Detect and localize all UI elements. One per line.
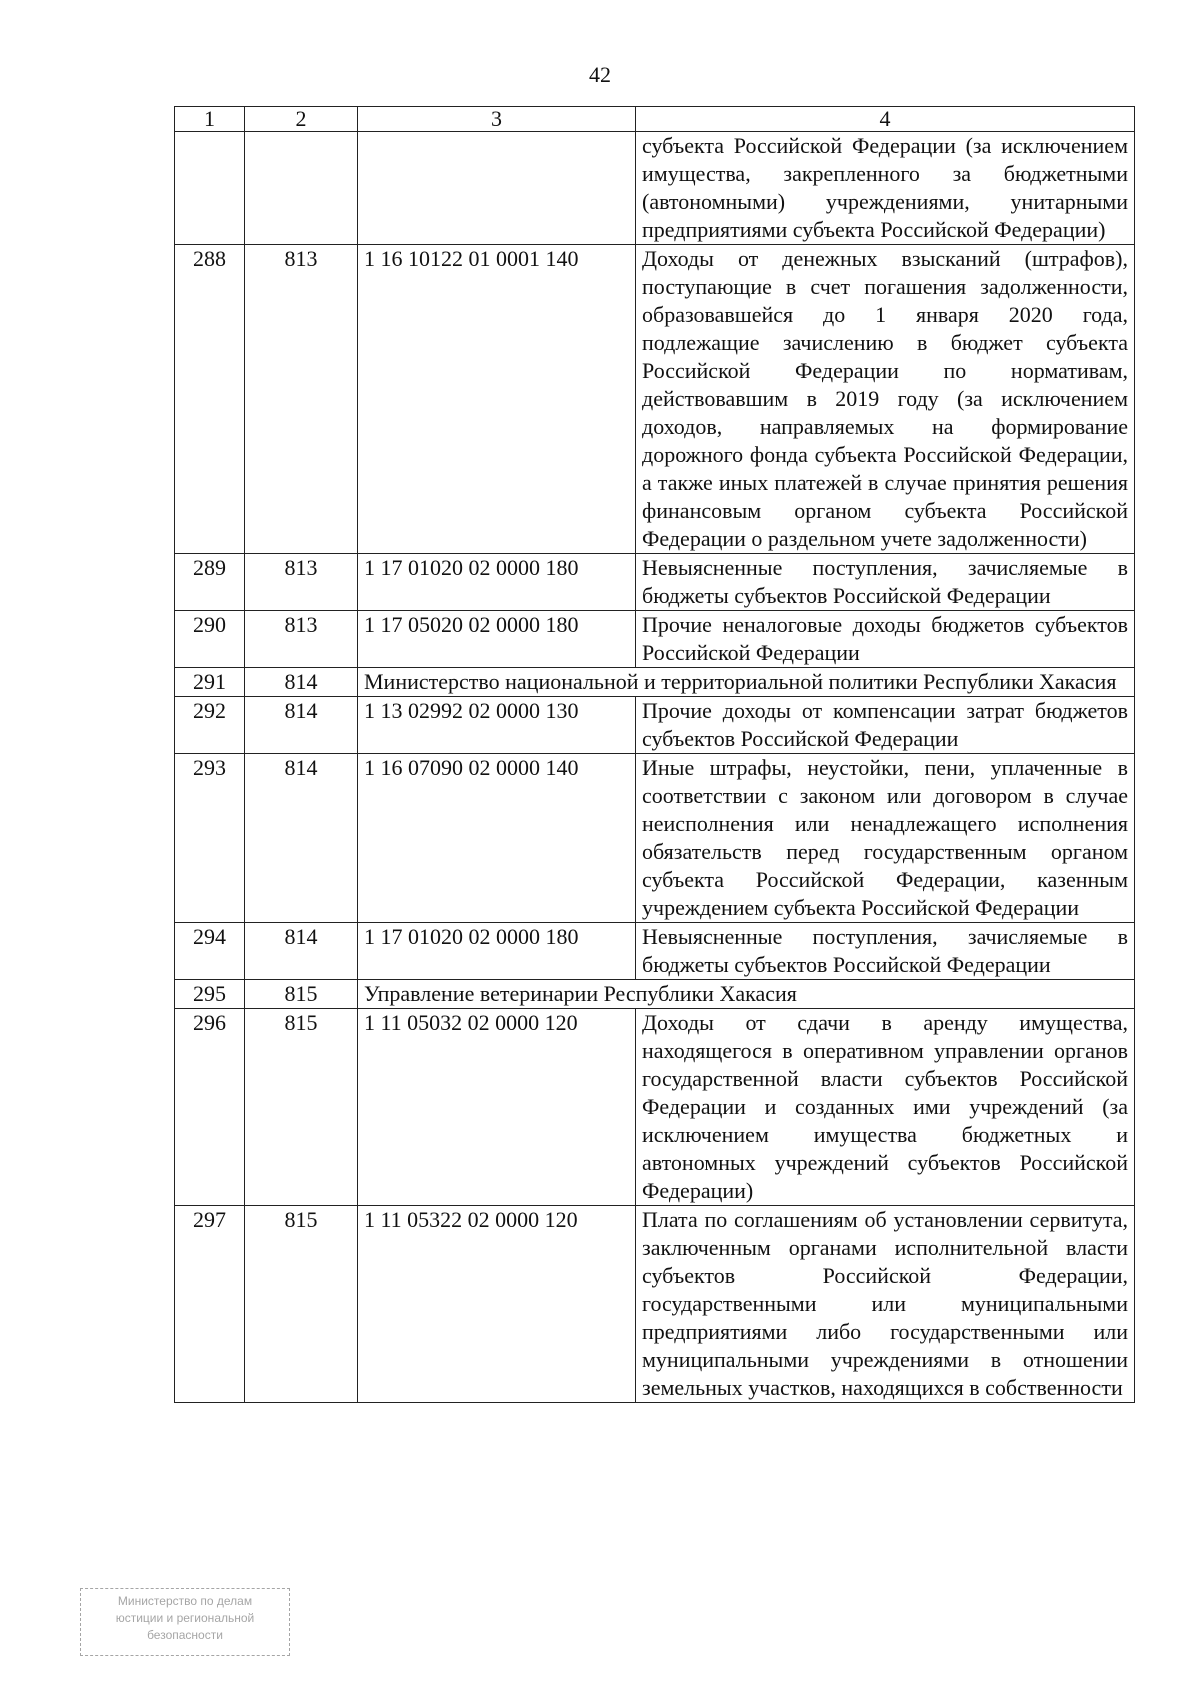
row-number-cell: 293 <box>175 754 245 923</box>
row-number-cell: 297 <box>175 1206 245 1403</box>
table-row <box>175 923 1135 980</box>
admin-code-cell: 814 <box>245 754 358 923</box>
budget-code-cell <box>358 132 636 245</box>
admin-code-cell: 815 <box>245 1009 358 1206</box>
stamp-line: юстиции и региональной <box>115 1611 255 1625</box>
description-cell: Доходы от денежных взысканий (штрафов), поступающие в счет погашения задолженности, образовавшейся до 1 января 2020 года, подлежащие зачислению в бюджет субъекта Российской Федерации по нормативам, действовавшим в 2019 году (за исключением доходов, направляемых на формирование дорожного фонда субъекта Российской Федерации, а также иных платежей в случае принятия решения финансовым органом субъекта Российской Федерации о раздельном учете задолженности) <box>636 245 1135 554</box>
budget-code-cell: 1 11 05032 02 0000 120 <box>358 1009 636 1206</box>
header-col-3: 3 <box>358 107 636 132</box>
table-row <box>175 697 1135 754</box>
registration-stamp <box>80 1588 290 1656</box>
revenue-codes-table <box>174 106 1135 1403</box>
header-col-1: 1 <box>175 107 245 132</box>
stamp-line: Министерство по делам <box>117 1594 253 1608</box>
row-number-cell: 295 <box>175 980 245 1009</box>
description-cell: Прочие доходы от компенсации затрат бюджетов субъектов Российской Федерации <box>636 697 1135 754</box>
header-row <box>175 107 1135 132</box>
table-row <box>175 554 1135 611</box>
table-row <box>175 611 1135 668</box>
table-row <box>175 1009 1135 1206</box>
admin-code-cell: 815 <box>245 980 358 1009</box>
table-row <box>175 1206 1135 1403</box>
table-row <box>175 245 1135 554</box>
budget-code-cell: 1 16 10122 01 0001 140 <box>358 245 636 554</box>
budget-code-cell: 1 11 05322 02 0000 120 <box>358 1206 636 1403</box>
admin-code-cell: 814 <box>245 668 358 697</box>
row-number-cell: 296 <box>175 1009 245 1206</box>
description-cell: Прочие неналоговые доходы бюджетов субъектов Российской Федерации <box>636 611 1135 668</box>
table-header <box>175 107 1135 132</box>
table-body <box>175 132 1135 1403</box>
header-col-2: 2 <box>245 107 358 132</box>
description-cell: субъекта Российской Федерации (за исключением имущества, закрепленного за бюджетными (автономными) учреждениями, унитарными предприятиями субъекта Российской Федерации) <box>636 132 1135 245</box>
page-number: 42 <box>589 62 611 87</box>
description-cell: Плата по соглашениям об установлении сервитута, заключенным органами исполнительной власти субъектов Российской Федерации, государственными или муниципальными предприятиями либо государственными или муниципальными учреждениями в отношении земельных участков, находящихся в собственности <box>636 1206 1135 1403</box>
budget-code-cell: 1 16 07090 02 0000 140 <box>358 754 636 923</box>
budget-code-cell: 1 17 05020 02 0000 180 <box>358 611 636 668</box>
description-cell: Невыясненные поступления, зачисляемые в бюджеты субъектов Российской Федерации <box>636 554 1135 611</box>
header-col-4: 4 <box>636 107 1135 132</box>
budget-code-cell: 1 17 01020 02 0000 180 <box>358 554 636 611</box>
description-cell: Невыясненные поступления, зачисляемые в бюджеты субъектов Российской Федерации <box>636 923 1135 980</box>
budget-code-cell: 1 17 01020 02 0000 180 <box>358 923 636 980</box>
row-number-cell: 291 <box>175 668 245 697</box>
table-row <box>175 980 1135 1009</box>
admin-code-cell: 813 <box>245 611 358 668</box>
description-cell: Доходы от сдачи в аренду имущества, находящегося в оперативном управлении органов государственной власти субъектов Российской Федерации и созданных ими учреждений (за исключением имущества бюджетных и автономных учреждений субъектов Российской Федерации) <box>636 1009 1135 1206</box>
row-number-cell: 290 <box>175 611 245 668</box>
table-row <box>175 132 1135 245</box>
row-number-cell <box>175 132 245 245</box>
admin-code-cell: 815 <box>245 1206 358 1403</box>
admin-code-cell: 814 <box>245 697 358 754</box>
row-number-cell: 289 <box>175 554 245 611</box>
admin-code-cell <box>245 132 358 245</box>
admin-code-cell: 813 <box>245 554 358 611</box>
admin-code-cell: 813 <box>245 245 358 554</box>
table-row <box>175 754 1135 923</box>
row-number-cell: 288 <box>175 245 245 554</box>
stamp-line: безопасности <box>147 1628 223 1642</box>
row-number-cell: 292 <box>175 697 245 754</box>
budget-code-cell: 1 13 02992 02 0000 130 <box>358 697 636 754</box>
row-number-cell: 294 <box>175 923 245 980</box>
description-cell: Иные штрафы, неустойки, пени, уплаченные в соответствии с законом или договором в случае неисполнения или ненадлежащего исполнения обязательств перед государственным органом субъекта Российской Федерации, казенным учреждением субъекта Российской Федерации <box>636 754 1135 923</box>
table-row <box>175 668 1135 697</box>
administrator-name-cell: Управление ветеринарии Республики Хакасия <box>358 980 1135 1009</box>
admin-code-cell: 814 <box>245 923 358 980</box>
administrator-name-cell: Министерство национальной и территориальной политики Республики Хакасия <box>358 668 1135 697</box>
